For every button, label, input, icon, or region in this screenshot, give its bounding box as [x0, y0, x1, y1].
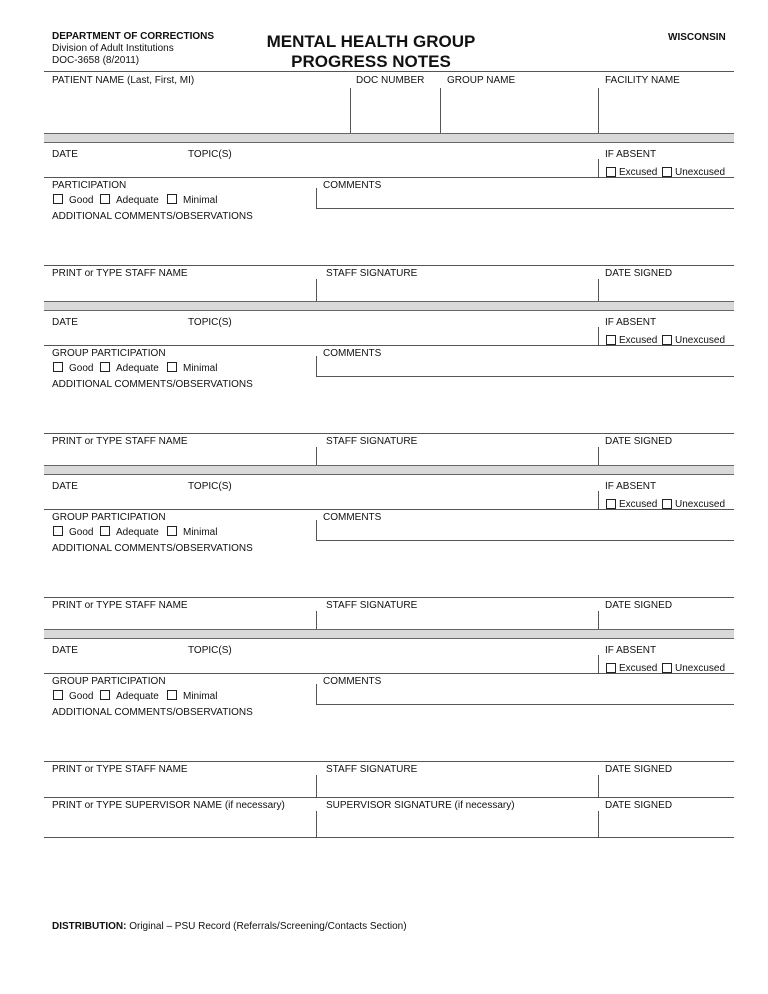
- divider: [316, 540, 734, 541]
- section-4-date-label: DATE: [52, 645, 78, 656]
- divider: [598, 88, 599, 133]
- section-3-date-signed-label: DATE SIGNED: [605, 600, 673, 611]
- divider: [316, 208, 734, 209]
- group-name-label: GROUP NAME: [447, 75, 516, 86]
- facility-name-label: FACILITY NAME: [605, 75, 680, 86]
- section-3-excused-label: Excused: [619, 499, 658, 510]
- section-1-topic-label: TOPIC(S): [188, 149, 232, 160]
- section-3-topic-field[interactable]: [186, 492, 586, 506]
- section-1-topic-field[interactable]: [186, 160, 586, 174]
- section-1-excused-label: Excused: [619, 167, 658, 178]
- section-1-date-signed-label: DATE SIGNED: [605, 268, 673, 279]
- section-3-separator-band: [44, 465, 734, 475]
- section-1-date-signed-field[interactable]: [600, 280, 733, 300]
- division-name: Division of Adult Institutions: [52, 43, 174, 54]
- divider: [44, 345, 734, 346]
- distribution-text: Original – PSU Record (Referrals/Screening/Contacts Section): [126, 921, 407, 932]
- form-title-line2: PROGRESS NOTES: [291, 52, 451, 71]
- section-1-participation-label: PARTICIPATION: [52, 180, 127, 191]
- divider: [44, 71, 734, 72]
- section-4-staff-name-label: PRINT or TYPE STAFF NAME: [52, 764, 188, 775]
- section-3-comments-field[interactable]: [318, 523, 732, 539]
- section-1-minimal-checkbox[interactable]: [167, 194, 177, 204]
- doc-number-field[interactable]: [352, 88, 438, 132]
- section-4-if-absent-label: IF ABSENT: [605, 645, 657, 656]
- section-2-unexcused-label: Unexcused: [675, 335, 726, 346]
- section-4-date-signed-label: DATE SIGNED: [605, 764, 673, 775]
- divider: [44, 597, 734, 598]
- section-2-date-label: DATE: [52, 317, 78, 328]
- section-1-minimal-label: Minimal: [183, 195, 218, 206]
- section-4-additional-comments-field[interactable]: [46, 719, 732, 759]
- supervisor-name-label: PRINT or TYPE SUPERVISOR NAME (if necessary): [52, 800, 285, 811]
- section-1-comments-label: COMMENTS: [323, 180, 382, 191]
- section-1-if-absent-label: IF ABSENT: [605, 149, 657, 160]
- section-3-if-absent-label: IF ABSENT: [605, 481, 657, 492]
- section-1-separator-band: [44, 133, 734, 143]
- section-1-staff-name-label: PRINT or TYPE STAFF NAME: [52, 268, 188, 279]
- section-2-additional-comments-label: ADDITIONAL COMMENTS/OBSERVATIONS: [52, 379, 253, 390]
- section-2-topic-field[interactable]: [186, 328, 586, 342]
- distribution-label: DISTRIBUTION:: [52, 921, 127, 932]
- divider: [44, 761, 734, 762]
- section-3-topic-label: TOPIC(S): [188, 481, 232, 492]
- divider: [316, 684, 317, 704]
- section-4-staff-signature-label: STAFF SIGNATURE: [326, 764, 418, 775]
- section-3-good-checkbox[interactable]: [53, 526, 63, 536]
- section-2-excused-checkbox[interactable]: [606, 335, 616, 345]
- section-4-good-checkbox[interactable]: [53, 690, 63, 700]
- section-1-comments-field[interactable]: [318, 191, 732, 207]
- section-2-staff-signature-label: STAFF SIGNATURE: [326, 436, 418, 447]
- section-2-date-signed-label: DATE SIGNED: [605, 436, 673, 447]
- section-1-excused-checkbox[interactable]: [606, 167, 616, 177]
- section-3-staff-name-label: PRINT or TYPE STAFF NAME: [52, 600, 188, 611]
- supervisor-signature-field[interactable]: [318, 812, 596, 836]
- section-2-good-label: Good: [69, 363, 94, 374]
- supervisor-signature-label: SUPERVISOR SIGNATURE (if necessary): [326, 800, 515, 811]
- section-4-adequate-checkbox[interactable]: [100, 690, 110, 700]
- section-3-additional-comments-label: ADDITIONAL COMMENTS/OBSERVATIONS: [52, 543, 253, 554]
- section-3-adequate-checkbox[interactable]: [100, 526, 110, 536]
- section-2-if-absent-label: IF ABSENT: [605, 317, 657, 328]
- divider: [598, 159, 599, 177]
- section-4-excused-label: Excused: [619, 663, 658, 674]
- section-1-staff-signature-field[interactable]: [318, 280, 596, 300]
- divider: [316, 356, 317, 376]
- section-2-good-checkbox[interactable]: [53, 362, 63, 372]
- section-4-adequate-label: Adequate: [116, 691, 159, 702]
- section-2-participation-label: GROUP PARTICIPATION: [52, 348, 166, 359]
- section-4-good-label: Good: [69, 691, 94, 702]
- doc-number-label: DOC NUMBER: [356, 75, 425, 86]
- patient-name-label: PATIENT NAME (Last, First, MI): [52, 75, 195, 86]
- section-3-unexcused-checkbox[interactable]: [662, 499, 672, 509]
- divider: [44, 673, 734, 674]
- section-2-unexcused-checkbox[interactable]: [662, 335, 672, 345]
- section-4-date-signed-field[interactable]: [600, 776, 733, 796]
- form-number: DOC-3658 (8/2011): [52, 55, 140, 66]
- section-1-adequate-label: Adequate: [116, 195, 159, 206]
- divider: [598, 279, 599, 301]
- divider: [598, 327, 599, 345]
- section-2-additional-comments-field[interactable]: [46, 391, 732, 431]
- divider: [440, 88, 441, 133]
- section-3-staff-signature-label: STAFF SIGNATURE: [326, 600, 418, 611]
- patient-name-field[interactable]: [46, 88, 348, 132]
- section-4-topic-field[interactable]: [186, 656, 586, 670]
- group-name-field[interactable]: [442, 88, 596, 132]
- section-4-comments-label: COMMENTS: [323, 676, 382, 687]
- section-2-staff-name-label: PRINT or TYPE STAFF NAME: [52, 436, 188, 447]
- section-2-comments-field[interactable]: [318, 359, 732, 375]
- divider: [316, 775, 317, 797]
- section-4-separator-band: [44, 629, 734, 639]
- section-2-comments-label: COMMENTS: [323, 348, 382, 359]
- supervisor-date-signed-label: DATE SIGNED: [605, 800, 673, 811]
- section-1-good-label: Good: [69, 195, 94, 206]
- divider: [598, 775, 599, 797]
- section-4-unexcused-checkbox[interactable]: [662, 663, 672, 673]
- divider: [350, 88, 351, 133]
- divider: [316, 376, 734, 377]
- section-3-excused-checkbox[interactable]: [606, 499, 616, 509]
- divider: [316, 520, 317, 540]
- section-4-staff-signature-field[interactable]: [318, 776, 596, 796]
- section-3-additional-comments-field[interactable]: [46, 555, 732, 595]
- state-name: WISCONSIN: [668, 32, 726, 43]
- divider: [44, 265, 734, 266]
- divider: [316, 279, 317, 301]
- section-3-minimal-label: Minimal: [183, 527, 218, 538]
- section-2-separator-band: [44, 301, 734, 311]
- section-2-topic-label: TOPIC(S): [188, 317, 232, 328]
- section-1-unexcused-label: Unexcused: [675, 167, 726, 178]
- section-4-date-field[interactable]: [46, 656, 176, 670]
- section-2-minimal-label: Minimal: [183, 363, 218, 374]
- section-1-adequate-checkbox[interactable]: [100, 194, 110, 204]
- section-3-date-label: DATE: [52, 481, 78, 492]
- section-1-additional-comments-field[interactable]: [46, 223, 732, 263]
- divider: [44, 177, 734, 178]
- form-title-line1: MENTAL HEALTH GROUP: [266, 32, 476, 51]
- section-1-date-label: DATE: [52, 149, 78, 160]
- section-4-minimal-label: Minimal: [183, 691, 218, 702]
- department-name: DEPARTMENT OF CORRECTIONS: [52, 31, 215, 42]
- section-3-unexcused-label: Unexcused: [675, 499, 726, 510]
- section-1-additional-comments-label: ADDITIONAL COMMENTS/OBSERVATIONS: [52, 211, 253, 222]
- section-3-good-label: Good: [69, 527, 94, 538]
- section-4-comments-field[interactable]: [318, 687, 732, 703]
- facility-name-field[interactable]: [600, 88, 733, 132]
- section-3-participation-label: GROUP PARTICIPATION: [52, 512, 166, 523]
- section-2-adequate-checkbox[interactable]: [100, 362, 110, 372]
- divider: [598, 811, 599, 837]
- section-4-participation-label: GROUP PARTICIPATION: [52, 676, 166, 687]
- divider: [316, 811, 317, 837]
- section-4-minimal-checkbox[interactable]: [167, 690, 177, 700]
- section-2-excused-label: Excused: [619, 335, 658, 346]
- divider: [598, 491, 599, 509]
- section-1-staff-signature-label: STAFF SIGNATURE: [326, 268, 418, 279]
- section-1-unexcused-checkbox[interactable]: [662, 167, 672, 177]
- section-1-staff-name-field[interactable]: [46, 280, 314, 300]
- divider: [44, 837, 734, 838]
- section-2-minimal-checkbox[interactable]: [167, 362, 177, 372]
- section-3-minimal-checkbox[interactable]: [167, 526, 177, 536]
- section-3-date-field[interactable]: [46, 492, 176, 506]
- supervisor-name-field[interactable]: [46, 812, 314, 836]
- divider: [44, 509, 734, 510]
- section-2-date-field[interactable]: [46, 328, 176, 342]
- section-1-date-field[interactable]: [46, 160, 176, 174]
- section-3-comments-label: COMMENTS: [323, 512, 382, 523]
- supervisor-date-signed-field[interactable]: [600, 812, 733, 836]
- section-1-good-checkbox[interactable]: [53, 194, 63, 204]
- section-2-adequate-label: Adequate: [116, 363, 159, 374]
- section-4-unexcused-label: Unexcused: [675, 663, 726, 674]
- divider: [44, 433, 734, 434]
- section-3-adequate-label: Adequate: [116, 527, 159, 538]
- divider: [598, 655, 599, 673]
- section-4-additional-comments-label: ADDITIONAL COMMENTS/OBSERVATIONS: [52, 707, 253, 718]
- section-4-excused-checkbox[interactable]: [606, 663, 616, 673]
- divider: [316, 188, 317, 208]
- distribution-note: [52, 921, 407, 932]
- divider: [44, 797, 734, 798]
- section-4-staff-name-field[interactable]: [46, 776, 314, 796]
- divider: [316, 704, 734, 705]
- section-4-topic-label: TOPIC(S): [188, 645, 232, 656]
